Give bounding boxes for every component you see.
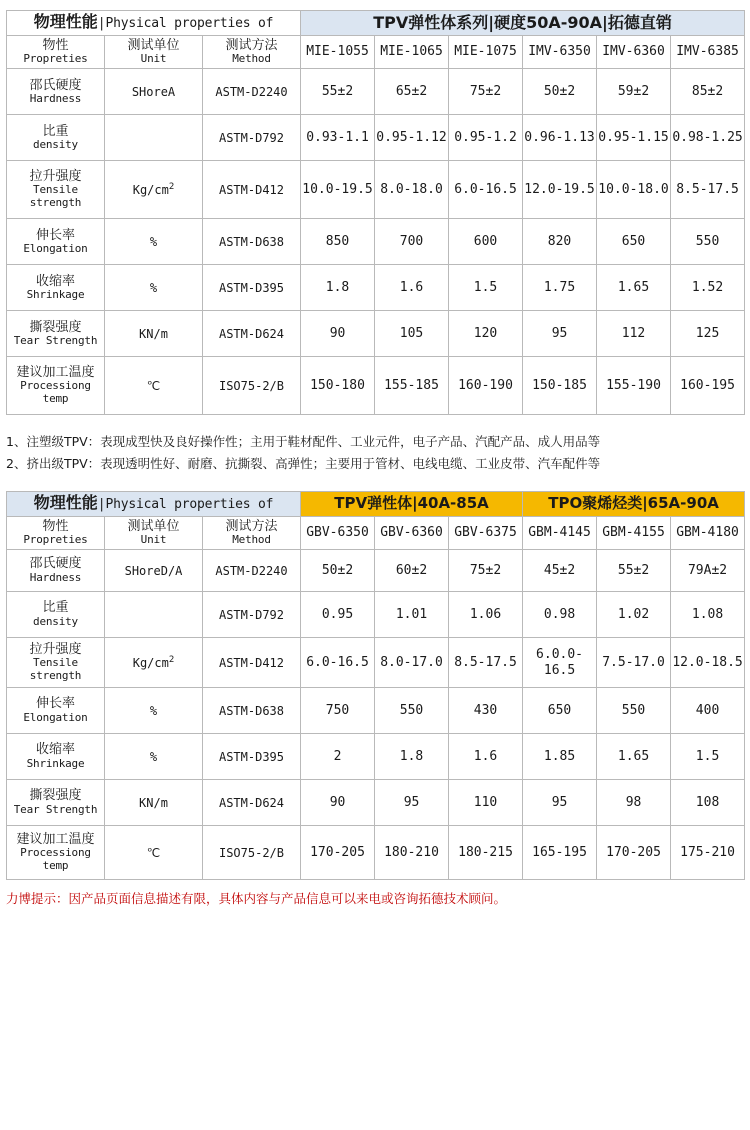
cell-value: 1.75	[523, 265, 597, 311]
col-header-model-6: GBM-4180	[671, 516, 745, 549]
cell-value: 65±2	[375, 69, 449, 115]
table2-title-left	[7, 491, 301, 516]
notes-block	[6, 431, 744, 475]
cell-value: 160-195	[671, 357, 745, 415]
cell-value: 50±2	[523, 69, 597, 115]
cell-value: 165-195	[523, 826, 597, 880]
cell-value: 1.8	[375, 734, 449, 780]
row-unit-shrinkage: %	[105, 265, 203, 311]
col-header-unit: 测试单位 Unit	[105, 516, 203, 549]
row-unit-density	[105, 115, 203, 161]
row-unit-density	[105, 592, 203, 638]
col-header-unit: 测试单位 Unit	[105, 35, 203, 68]
tpv-tpo-table	[6, 491, 745, 880]
table2-title-right: TPO聚烯烃类|65A-90A	[523, 491, 745, 516]
col-header-properties: 物性 Propreties	[7, 516, 105, 549]
cell-value: 0.98	[523, 592, 597, 638]
cell-value: 10.0-18.0	[597, 161, 671, 219]
cell-value: 0.95-1.2	[449, 115, 523, 161]
col-header-method: 测试方法 Method	[203, 516, 301, 549]
cell-value: 75±2	[449, 69, 523, 115]
cell-value: 95	[375, 780, 449, 826]
row-label-tensile-strength: 拉升强度 Tensile strength	[7, 638, 105, 688]
cell-value: 175-210	[671, 826, 745, 880]
cell-value: 0.93-1.1	[301, 115, 375, 161]
cell-value: 650	[597, 219, 671, 265]
row-label-density: 比重 density	[7, 115, 105, 161]
row-label-tensile-strength: 拉升强度 Tensile strength	[7, 161, 105, 219]
cell-value: 1.01	[375, 592, 449, 638]
row-method-density: ASTM-D792	[203, 592, 301, 638]
cell-value: 55±2	[301, 69, 375, 115]
cell-value: 1.6	[449, 734, 523, 780]
cell-value: 1.8	[301, 265, 375, 311]
cell-value: 650	[523, 688, 597, 734]
cell-value: 85±2	[671, 69, 745, 115]
col-header-properties: 物性 Propreties	[7, 35, 105, 68]
row-method-elongation: ASTM-D638	[203, 219, 301, 265]
table-row	[7, 592, 745, 638]
row-method-hardness: ASTM-D2240	[203, 550, 301, 592]
cell-value: 8.0-17.0	[375, 638, 449, 688]
col-header-model-1: GBV-6350	[301, 516, 375, 549]
cell-value: 1.5	[671, 734, 745, 780]
cell-value: 12.0-18.5	[671, 638, 745, 688]
table1-column-header-row	[7, 35, 745, 68]
table-row	[7, 780, 745, 826]
row-method-density: ASTM-D792	[203, 115, 301, 161]
cell-value: 600	[449, 219, 523, 265]
table-row	[7, 115, 745, 161]
cell-value: 155-190	[597, 357, 671, 415]
table-row	[7, 357, 745, 415]
cell-value: 1.6	[375, 265, 449, 311]
cell-value: 170-205	[301, 826, 375, 880]
cell-value: 95	[523, 780, 597, 826]
note-line-1: 1、注塑级TPV：表现成型快及良好操作性；主用于鞋材配件、工业元件，电子产品、汽配产品、成人用品等	[6, 434, 601, 450]
note-line-2: 2、挤出级TPV：表现透明性好、耐磨、抗撕裂、高弹性；主要用于管材、电线电缆、工业皮带、汽车配件等	[6, 456, 601, 472]
row-label-processing-temp: 建议加工温度 Processiong temp	[7, 357, 105, 415]
table-row	[7, 265, 745, 311]
row-unit-tear-strength: KN/m	[105, 311, 203, 357]
cell-value: 55±2	[597, 550, 671, 592]
row-label-shrinkage: 收缩率 Shrinkage	[7, 734, 105, 780]
cell-value: 125	[671, 311, 745, 357]
cell-value: 98	[597, 780, 671, 826]
cell-value: 112	[597, 311, 671, 357]
col-header-model-3: MIE-1075	[449, 35, 523, 68]
cell-value: 45±2	[523, 550, 597, 592]
cell-value: 110	[449, 780, 523, 826]
row-label-tear-strength: 撕裂强度 Tear Strength	[7, 780, 105, 826]
col-header-model-2: GBV-6360	[375, 516, 449, 549]
table2-title-cn: 物理性能	[33, 492, 98, 512]
table1-title-sep: |	[97, 16, 106, 31]
col-header-model-6: IMV-6385	[671, 35, 745, 68]
cell-value: 12.0-19.5	[523, 161, 597, 219]
cell-value: 6.0-16.5	[301, 638, 375, 688]
cell-value: 79A±2	[671, 550, 745, 592]
cell-value: 7.5-17.0	[597, 638, 671, 688]
cell-value: 120	[449, 311, 523, 357]
table2-header-row	[7, 491, 745, 516]
cell-value: 8.5-17.5	[449, 638, 523, 688]
col-header-model-5: IMV-6360	[597, 35, 671, 68]
cell-value: 2	[301, 734, 375, 780]
cell-value: 150-180	[301, 357, 375, 415]
col-header-model-3: GBV-6375	[449, 516, 523, 549]
cell-value: 6.0-16.5	[449, 161, 523, 219]
cell-value: 0.96-1.13	[523, 115, 597, 161]
row-method-elongation: ASTM-D638	[203, 688, 301, 734]
cell-value: 1.06	[449, 592, 523, 638]
table1-header-row	[7, 11, 745, 36]
row-unit-elongation: %	[105, 219, 203, 265]
row-method-shrinkage: ASTM-D395	[203, 734, 301, 780]
col-header-model-4: IMV-6350	[523, 35, 597, 68]
row-label-processing-temp: 建议加工温度 Processiong temp	[7, 826, 105, 880]
cell-value: 180-210	[375, 826, 449, 880]
tpv-series-table	[6, 10, 745, 415]
table-row	[7, 311, 745, 357]
row-unit-elongation: %	[105, 688, 203, 734]
row-method-hardness: ASTM-D2240	[203, 69, 301, 115]
row-label-elongation: 伸长率 Elongation	[7, 219, 105, 265]
cell-value: 0.95-1.15	[597, 115, 671, 161]
table2-column-header-row	[7, 516, 745, 549]
table-row	[7, 219, 745, 265]
row-unit-hardness: SHoreA	[105, 69, 203, 115]
cell-value: 170-205	[597, 826, 671, 880]
table-row	[7, 638, 745, 688]
cell-value: 155-185	[375, 357, 449, 415]
row-label-shrinkage: 收缩率 Shrinkage	[7, 265, 105, 311]
cell-value: 400	[671, 688, 745, 734]
cell-value: 59±2	[597, 69, 671, 115]
cell-value: 1.85	[523, 734, 597, 780]
cell-value: 6.0.0-16.5	[523, 638, 597, 688]
cell-value: 700	[375, 219, 449, 265]
cell-value: 750	[301, 688, 375, 734]
cell-value: 75±2	[449, 550, 523, 592]
table2-title-sep: |	[97, 496, 106, 512]
row-method-shrinkage: ASTM-D395	[203, 265, 301, 311]
table-row	[7, 69, 745, 115]
table2-title-en: Physical properties of	[105, 496, 274, 512]
table-row	[7, 826, 745, 880]
cell-value: 8.5-17.5	[671, 161, 745, 219]
table1-title-left	[7, 11, 301, 36]
row-label-elongation: 伸长率 Elongation	[7, 688, 105, 734]
row-label-density: 比重 density	[7, 592, 105, 638]
col-header-model-1: MIE-1055	[301, 35, 375, 68]
row-method-tensile-strength: ASTM-D412	[203, 638, 301, 688]
row-unit-processing-temp: ℃	[105, 357, 203, 415]
cell-value: 50±2	[301, 550, 375, 592]
cell-value: 60±2	[375, 550, 449, 592]
col-header-model-2: MIE-1065	[375, 35, 449, 68]
table-row	[7, 550, 745, 592]
cell-value: 8.0-18.0	[375, 161, 449, 219]
cell-value: 0.98-1.25	[671, 115, 745, 161]
cell-value: 550	[597, 688, 671, 734]
row-label-hardness: 邵氏硬度 Hardness	[7, 550, 105, 592]
row-label-hardness: 邵氏硬度 Hardness	[7, 69, 105, 115]
table2-title-mid: TPV弹性体|40A-85A	[301, 491, 523, 516]
table-row	[7, 161, 745, 219]
cell-value: 0.95	[301, 592, 375, 638]
row-method-tear-strength: ASTM-D624	[203, 311, 301, 357]
table1-title-cn: 物理性能	[33, 12, 98, 31]
row-unit-hardness: SHoreD/A	[105, 550, 203, 592]
cell-value: 0.95-1.12	[375, 115, 449, 161]
cell-value: 90	[301, 311, 375, 357]
row-label-tear-strength: 撕裂强度 Tear Strength	[7, 311, 105, 357]
row-method-tensile-strength: ASTM-D412	[203, 161, 301, 219]
cell-value: 150-185	[523, 357, 597, 415]
table-row	[7, 734, 745, 780]
col-header-model-5: GBM-4155	[597, 516, 671, 549]
row-unit-shrinkage: %	[105, 734, 203, 780]
cell-value: 10.0-19.5	[301, 161, 375, 219]
footer-notice: 力博提示：因产品页面信息描述有限，具体内容与产品信息可以来电或咨询拓德技术顾问。	[6, 891, 507, 907]
cell-value: 90	[301, 780, 375, 826]
table1-title-right: TPV弹性体系列|硬度50A-90A|拓德直销	[301, 11, 745, 36]
cell-value: 105	[375, 311, 449, 357]
cell-value: 1.02	[597, 592, 671, 638]
cell-value: 1.52	[671, 265, 745, 311]
cell-value: 180-215	[449, 826, 523, 880]
row-unit-tensile-strength: $Kg/cm^2$	[105, 638, 203, 688]
row-unit-tear-strength: KN/m	[105, 780, 203, 826]
cell-value: 820	[523, 219, 597, 265]
cell-value: 850	[301, 219, 375, 265]
cell-value: 550	[375, 688, 449, 734]
table1-title-en: Physical properties of	[105, 16, 274, 31]
row-method-processing-temp: ISO75-2/B	[203, 357, 301, 415]
cell-value: 1.08	[671, 592, 745, 638]
row-unit-processing-temp: ℃	[105, 826, 203, 880]
cell-value: 1.65	[597, 265, 671, 311]
cell-value: 1.65	[597, 734, 671, 780]
row-method-tear-strength: ASTM-D624	[203, 780, 301, 826]
cell-value: 95	[523, 311, 597, 357]
row-unit-tensile-strength: $Kg/cm^2$	[105, 161, 203, 219]
cell-value: 430	[449, 688, 523, 734]
cell-value: 550	[671, 219, 745, 265]
row-method-processing-temp: ISO75-2/B	[203, 826, 301, 880]
col-header-method: 测试方法 Method	[203, 35, 301, 68]
cell-value: 1.5	[449, 265, 523, 311]
cell-value: 108	[671, 780, 745, 826]
table-row	[7, 688, 745, 734]
cell-value: 160-190	[449, 357, 523, 415]
col-header-model-4: GBM-4145	[523, 516, 597, 549]
